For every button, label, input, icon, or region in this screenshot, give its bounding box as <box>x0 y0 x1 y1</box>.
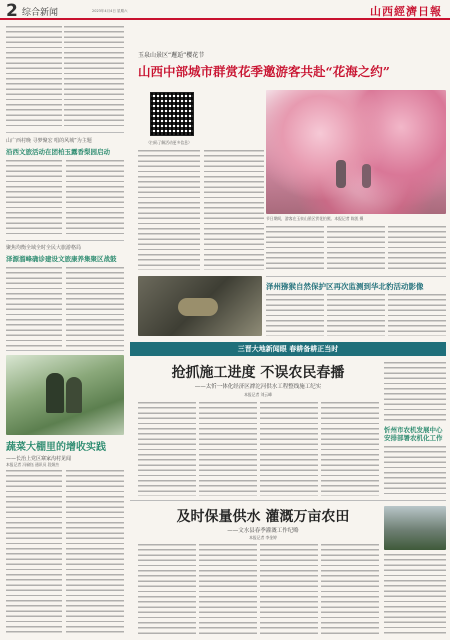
irrigation-body-3 <box>260 544 318 636</box>
theatre-headline: 沿西文旅活动在团柏玉露香梨园启动 <box>6 148 110 156</box>
qr-code[interactable] <box>150 92 194 136</box>
veg-headline: 蔬菜大棚里的增收实践 <box>6 442 106 453</box>
animal-body-3 <box>388 294 446 336</box>
blossom-photo <box>266 90 446 214</box>
right-brief-body <box>384 446 446 496</box>
page-number: 2 <box>6 1 18 21</box>
issue-date: 2023年4月4日 星期六 <box>92 9 128 13</box>
left-top-body <box>6 26 62 128</box>
irrigation-body-5 <box>384 554 446 636</box>
masthead-logo: 山西經濟日報 <box>370 5 442 18</box>
page-header <box>0 0 450 20</box>
irrigation-headline: 及时保量供水 灌溉万亩农田 <box>176 509 350 525</box>
flower-body-5 <box>388 226 446 270</box>
irrigation-byline: 本报记者 李金婷 <box>249 535 277 540</box>
theatre-kicker: 山广西村晚 寻梦聚宏 唱的风城”为主题 <box>6 138 92 144</box>
animal-body-1 <box>266 294 324 336</box>
veg-byline: 本报记者 冯榆钰 通讯员 段娟杰 <box>6 462 59 467</box>
irrigation-subhead: ——文水县春季灌溉工作纪略 <box>227 528 299 534</box>
irrigation-body-4 <box>321 544 379 636</box>
blossom-caption: 节日期间，游客在玉泉山景区赏花拍照。本报记者 陈凯 摄 <box>266 216 364 221</box>
greenhouse-photo <box>6 355 124 435</box>
flower-headline: 山西中部城市群赏花季邀游客共赴“花海之约” <box>138 64 390 79</box>
flower-body-4 <box>327 226 385 270</box>
irrigation-body-2 <box>199 544 257 636</box>
construction-byline: 本报记者 刘云峰 <box>244 392 272 397</box>
flower-kicker: 玉泉山景区“邂逅”樱花节 <box>138 52 205 59</box>
section-title: 综合新闻 <box>22 8 59 18</box>
theatre-story <box>6 137 124 237</box>
animal-body-2 <box>327 294 385 336</box>
irrigation-body-1 <box>138 544 196 636</box>
flower-body-3 <box>266 226 324 270</box>
farm-headline: 泽源溜峰确诊建设文旅康养集聚区战鼓 <box>6 255 117 263</box>
construction-body-1 <box>138 402 196 496</box>
construction-body-4 <box>321 402 379 496</box>
veg-story <box>6 438 124 634</box>
right-brief-top <box>384 362 446 422</box>
flower-body-1 <box>138 150 200 270</box>
right-brief-headline: 忻州市农机发展中心安排部署农机化工作 <box>384 426 443 442</box>
news-band: 三晋大地新闻眼 春耕备耕正当时 <box>130 342 446 356</box>
construction-subhead: ——太忻一体化经济区滹沱河供水工程整线施工纪实 <box>194 384 322 390</box>
animal-headline: 泽州猕猴自然保护区再次监测到华北豹活动影像 <box>266 282 424 291</box>
left-top-body-2 <box>64 26 124 128</box>
construction-body-3 <box>260 402 318 496</box>
farm-story <box>6 244 124 348</box>
farm-kicker: 聚焦均衡全域全时全民大旅游格局 <box>6 245 82 251</box>
construction-headline: 抢抓施工进度 不误农民春播 <box>171 365 345 381</box>
flower-body-2 <box>204 150 264 270</box>
leopard-photo <box>138 276 262 336</box>
irrigation-photo <box>384 506 446 550</box>
qr-caption: （扫码了解活动更多信息） <box>146 140 192 145</box>
construction-body-2 <box>199 402 257 496</box>
veg-subhead: ——长治上党区寨家沟村见闻 <box>6 456 72 462</box>
